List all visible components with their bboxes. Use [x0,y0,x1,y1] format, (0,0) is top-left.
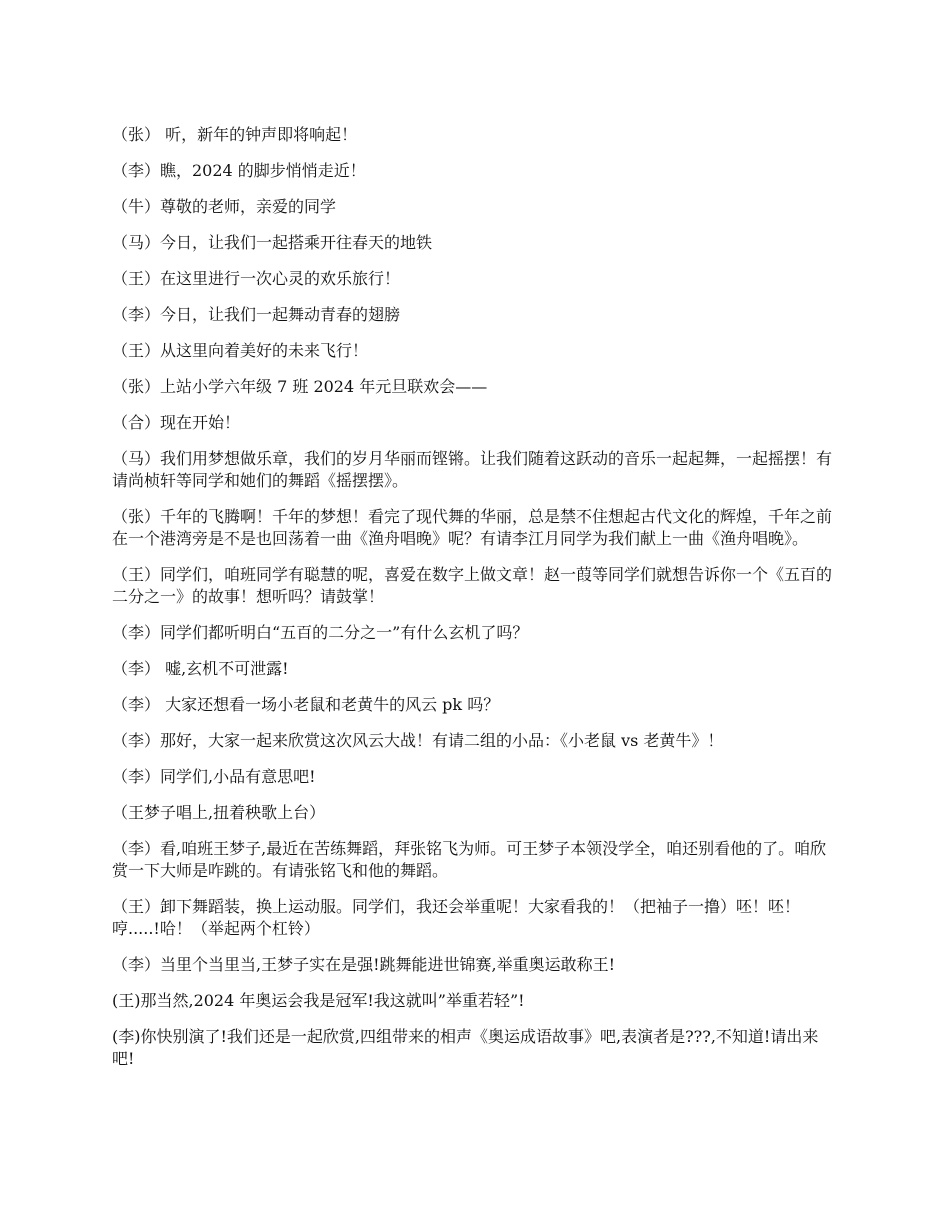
paragraph-10: （马）我们用梦想做乐章，我们的岁月华丽而铿锵。让我们随着这跃动的音乐一起起舞，一起摇摆！有请尚桢轩等同学和她们的舞蹈《摇摆摆》。 [112,449,833,490]
paragraph-11: （张）千年的飞腾啊！千年的梦想！看完了现代舞的华丽，总是禁不住想起古代文化的辉煌，千年之前在一个港湾旁是不是也回荡着一曲《渔舟唱晚》呢？有请李江月同学为我们献上一曲《渔舟唱晚》。 [112,507,833,548]
paragraph-23: (李)你快别演了!我们还是一起欣赏,四组带来的相声《奥运成语故事》吧,表演者是???,不知道!请出来吧! [112,1027,819,1068]
paragraph-20: （王）卸下舞蹈装，换上运动服。同学们，我还会举重呢！大家看我的！（把袖子一撸）呸！呸！哼.....!哈！（举起两个杠铃） [112,897,801,938]
paragraph-5: （王）在这里进行一次心灵的欢乐旅行！ [112,269,401,288]
paragraph-21: （李）当里个当里当,王梦子实在是强!跳舞能进世锦赛,举重奥运敢称王! [112,955,616,974]
paragraph-17: （李）同学们,小品有意思吧! [112,767,316,786]
paragraph-9: （合）现在开始！ [112,413,241,432]
paragraph-4: （马）今日，让我们一起搭乘开往春天的地铁 [112,233,433,252]
paragraph-1: （张） 听，新年的钟声即将响起！ [112,125,358,144]
paragraph-19: （李）看,咱班王梦子,最近在苦练舞蹈，拜张铭飞为师。可王梦子本领没学全，咱还别看他的了。咱欣赏一下大师是咋跳的。有请张铭飞和他的舞蹈。 [112,839,827,880]
paragraph-6: （李）今日，让我们一起舞动青春的翅膀 [112,305,401,324]
paragraph-7: （王）从这里向着美好的未来飞行！ [112,341,369,360]
paragraph-2: （李）瞧，2024 的脚步悄悄走近！ [112,161,366,180]
paragraph-12: （王）同学们，咱班同学有聪慧的呢，喜爱在数字上做文章！赵一葭等同学们就想告诉你一个《五百的二分之一》的故事！想听吗？请鼓掌！ [112,565,833,606]
paragraph-16: （李）那好，大家一起来欣赏这次风云大战！有请二组的小品：《小老鼠 vs 老黄牛》！ [112,731,724,750]
paragraph-13: （李）同学们都听明白“五百的二分之一”有什么玄机了吗？ [112,623,529,642]
paragraph-15: （李） 大家还想看一场小老鼠和老黄牛的风云 pk 吗？ [112,695,500,714]
paragraph-18: （王梦子唱上,扭着秧歌上台） [112,803,326,822]
paragraph-14: （李） 嘘,玄机不可泄露! [112,659,289,678]
paragraph-3: （牛）尊敬的老师，亲爱的同学 [112,197,337,216]
paragraph-22: (王)那当然,2024 年奥运会我是冠军!我这就叫”举重若轻”! [112,991,525,1010]
document-body [112,124,840,1084]
paragraph-8: （张）上站小学六年级 7 班 2024 年元旦联欢会—— [112,377,488,396]
